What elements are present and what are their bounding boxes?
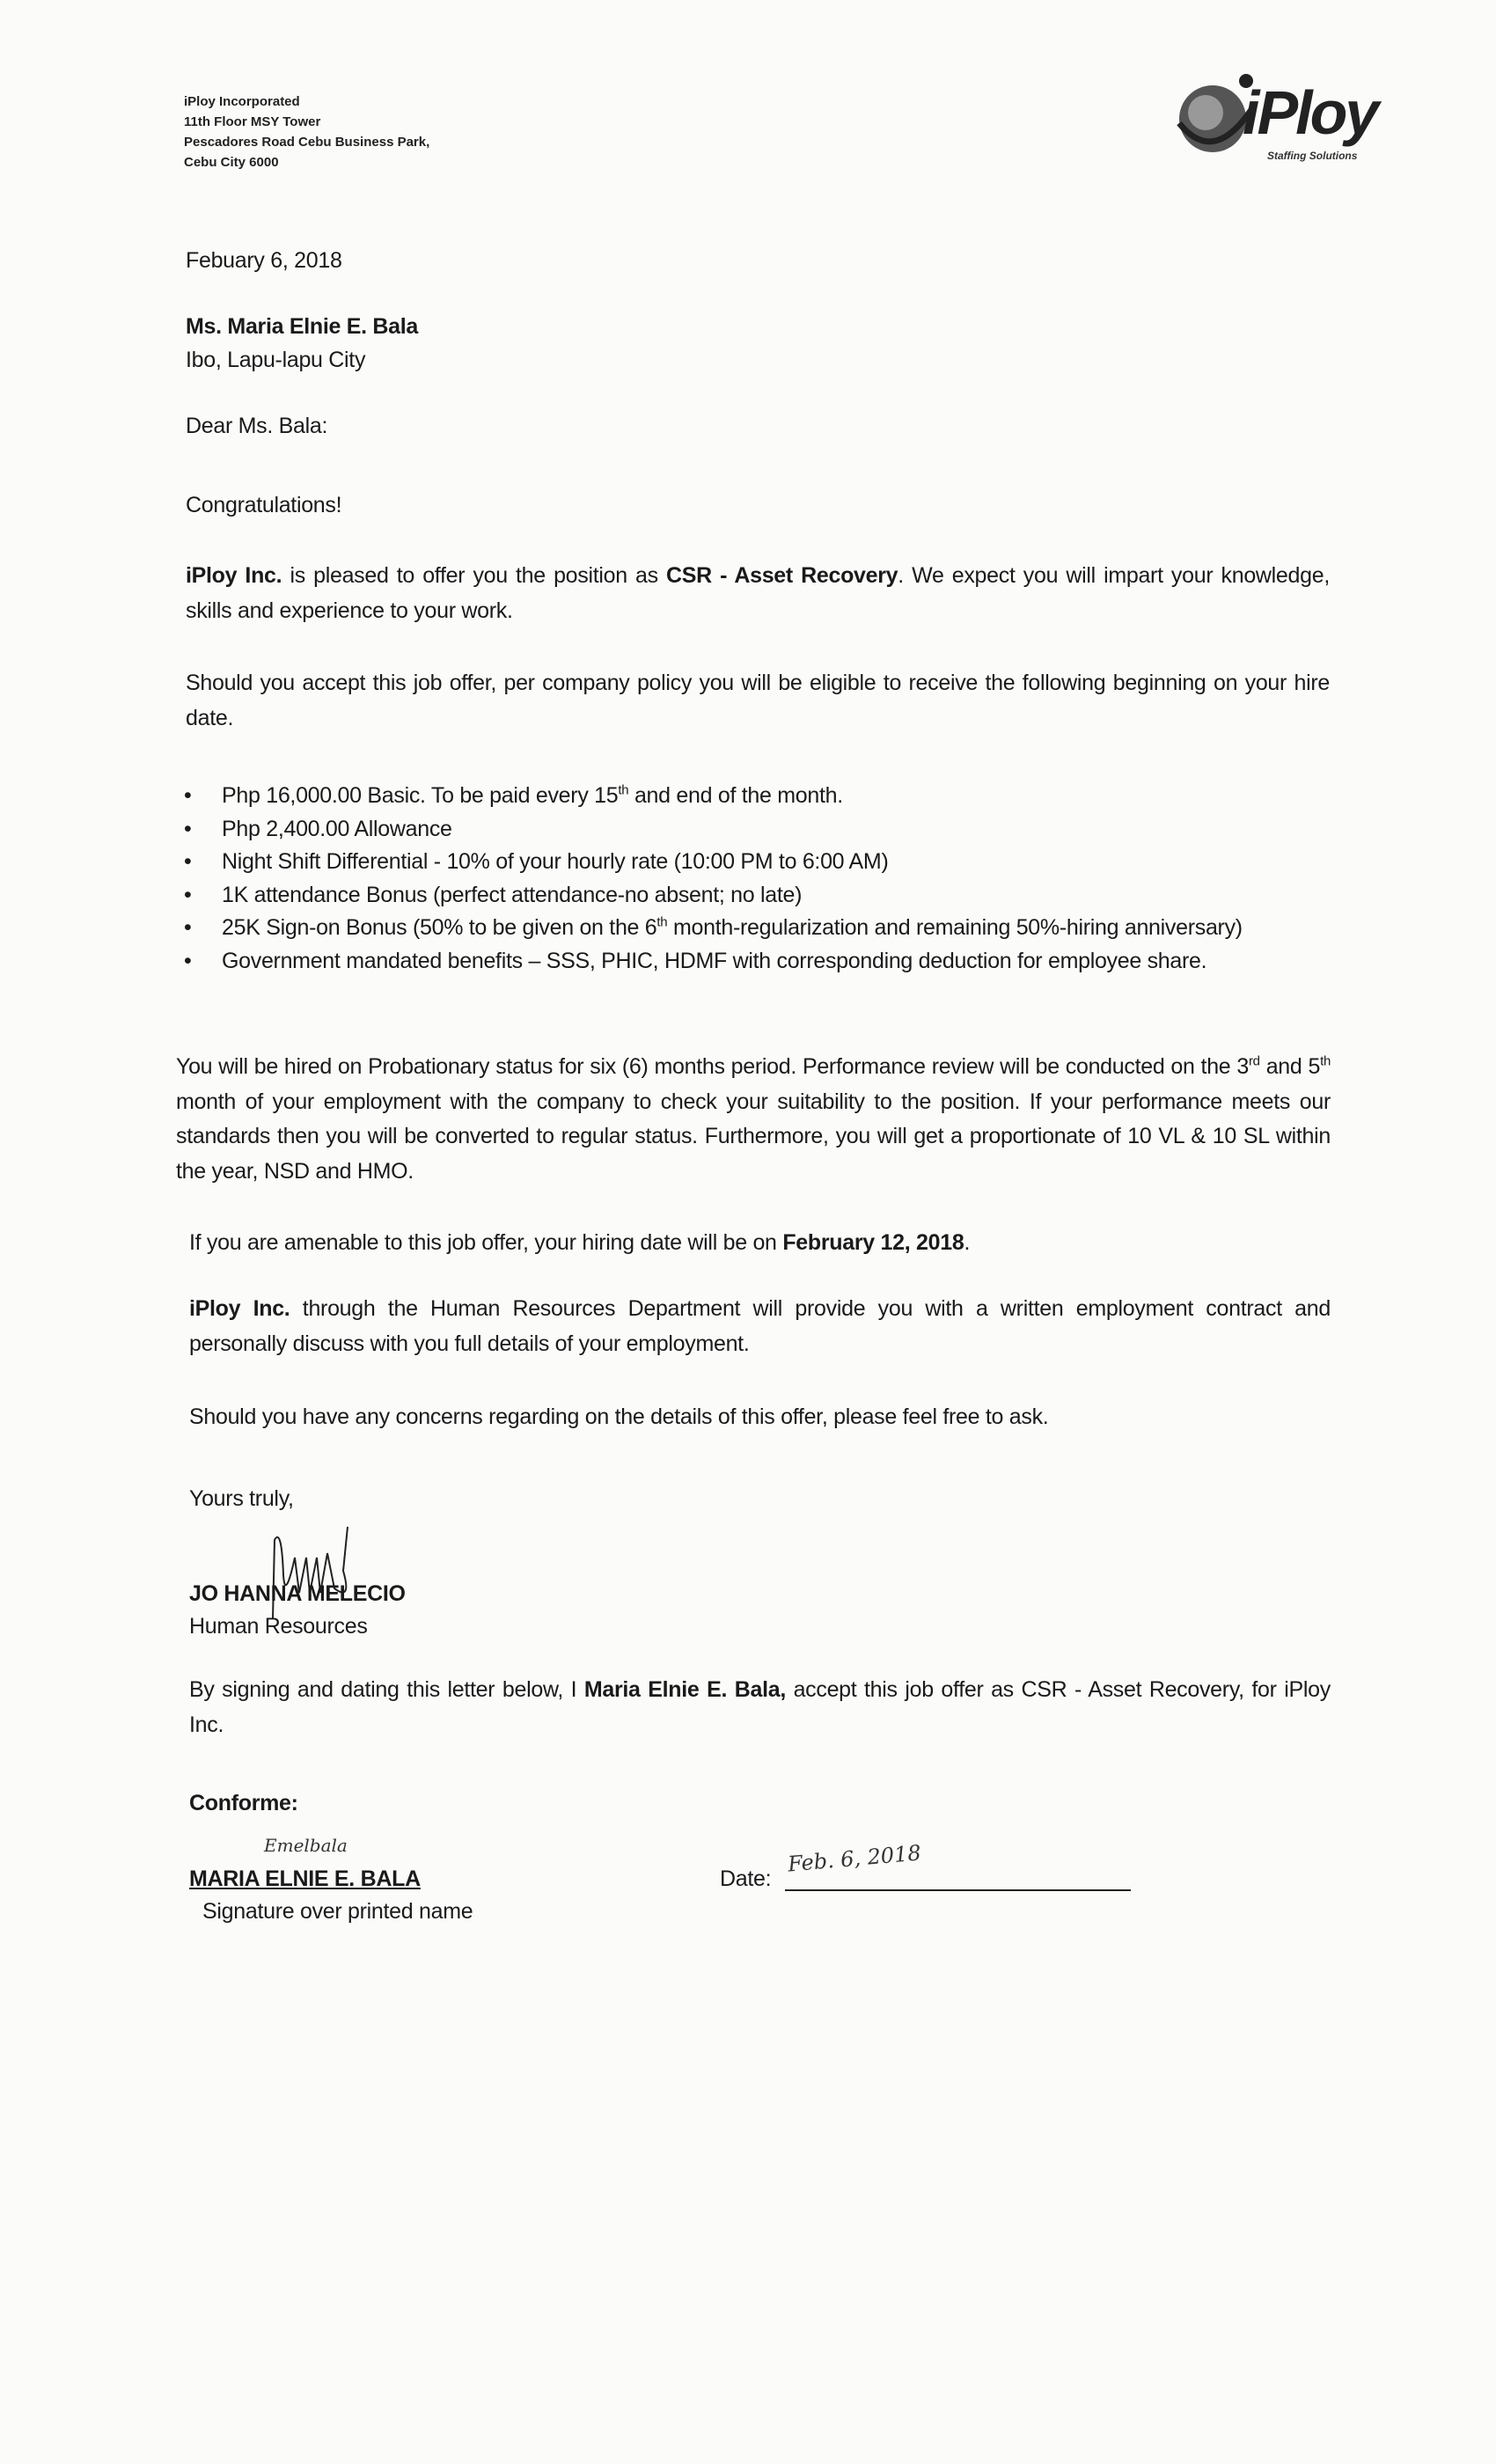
benefit-item: • Php 16,000.00 Basic. To be paid every 15th and end of the month. [184, 780, 1332, 813]
concerns-paragraph: Should you have any concerns regarding on the details of this offer, please feel free to ask. [189, 1404, 1049, 1429]
contract-paragraph: iPloy Inc. through the Human Resources Department will provide you with a written employment contract and personally discuss with you full details of your employment. [189, 1296, 1331, 1356]
closing: Yours truly, [189, 1486, 294, 1511]
signature-caption: Signature over printed name [202, 1899, 473, 1924]
benefit-item: • Night Shift Differential - 10% of your hourly rate (10:00 PM to 6:00 AM) [184, 846, 1332, 879]
benefit-item: • Php 2,400.00 Allowance [184, 813, 1332, 847]
signatory-title: Human Resources [189, 1614, 368, 1639]
benefits-list [184, 780, 1332, 978]
employee-printed-name: MARIA ELNIE E. BALA [189, 1866, 421, 1891]
acceptance-paragraph: By signing and dating this letter below, I Maria Elnie E. Bala, accept this job offer as CSR - Asset Recovery, for iPloy Inc. [189, 1677, 1331, 1737]
company-logo [1170, 70, 1399, 167]
address-line: Pescadores Road Cebu Business Park, [184, 135, 430, 150]
company-name: iPloy Incorporated [184, 94, 300, 109]
greeting: Congratulations! [186, 493, 342, 517]
probation-paragraph: You will be hired on Probationary status for six (6) months period. Performance review will be conducted on the 3rd and 5th month of your employment with the company to check your suitability to the position. If your performance meets our standards then you will be converted to regular status. Furthermore, you will get a proportionate of 10 VL & 10 SL within the year, NSD and HMO. [176, 1053, 1331, 1184]
offer-paragraph [186, 558, 1330, 628]
text: . We expect you will impart your knowledge, skills and experience to your work. [186, 563, 1330, 623]
logo-text: iPloy [1243, 78, 1377, 147]
recipient-name: Ms. Maria Elnie E. Bala [186, 314, 419, 339]
salutation: Dear Ms. Bala: [186, 414, 328, 438]
employee-signature: Emelbala [264, 1835, 348, 1856]
address-line: Cebu City 6000 [184, 155, 279, 170]
benefit-item: • 25K Sign-on Bonus (50% to be given on the 6th month-regularization and remaining 50%-hiring anniversary) [184, 912, 1332, 945]
date-line [785, 1889, 1131, 1891]
date-label: Date: [720, 1866, 772, 1891]
recipient-address: Ibo, Lapu-lapu City [186, 348, 366, 372]
benefit-item: • Government mandated benefits – SSS, PHIC, HDMF with corresponding deduction for employee share. [184, 945, 1332, 979]
position: CSR - Asset Recovery [666, 563, 898, 588]
benefit-item: • 1K attendance Bonus (perfect attendance-no absent; no late) [184, 879, 1332, 913]
conforme-label: Conforme: [189, 1791, 298, 1815]
signatory-name: JO HANNA MELECIO [189, 1581, 406, 1606]
letter-date: Febuary 6, 2018 [186, 248, 342, 273]
logo-tagline: Staffing Solutions [1267, 150, 1358, 162]
hiring-date: February 12, 2018 [782, 1230, 964, 1255]
company-address [184, 92, 429, 172]
date-value: Feb. 6, 2018 [787, 1840, 922, 1877]
address-line: 11th Floor MSY Tower [184, 114, 321, 129]
eligibility-paragraph: Should you accept this job offer, per company policy you will be eligible to receive the following beginning on your hire date. [186, 671, 1330, 730]
hiring-date-paragraph: If you are amenable to this job offer, your hiring date will be on February 12, 2018. [189, 1230, 971, 1255]
company-ref: iPloy Inc. [186, 563, 282, 588]
text: is pleased to offer you the position as [282, 563, 666, 588]
